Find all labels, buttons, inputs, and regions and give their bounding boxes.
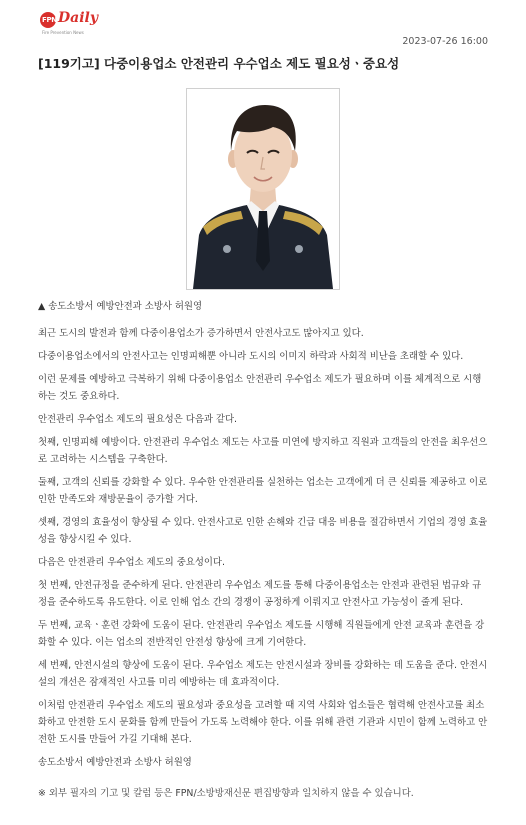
article-author: 송도소방서 예방안전과 소방사 허원영 — [38, 757, 192, 768]
article-paragraph: 이처럼 안전관리 우수업소 제도의 필요성과 중요성을 고려할 때 지역 사회와 업소들은 협력해 안전사고를 최소화하고 안전한 도시 문화를 함께 만들어 가도록 노력해야 한다. 이를 위해 관련 기관과 시민이 함께 노력하고 안전한 도시를 만들어 가길 기대해 본다. — [38, 700, 488, 745]
logo-daily-text: Daily — [58, 10, 98, 26]
logo-fpn-text: FPN — [42, 16, 57, 24]
article-paragraph: 두 번째, 교육ㆍ훈련 강화에 도움이 된다. 안전관리 우수업소 제도를 시행해 직원들에게 안전 교육과 훈련을 강화할 수 있다. 이는 업소의 전반적인 안전성 향상에 크게 기여한다. — [38, 620, 485, 648]
article-paragraph: 안전관리 우수업소 제도의 필요성은 다음과 같다. — [38, 414, 238, 425]
disclaimer-notice: ※ 외부 필자의 기고 및 칼럼 등은 FPN/소방방재신문 편집방향과 일치하지 않을 수 있습니다. — [38, 788, 414, 799]
article-paragraph: 다음은 안전관리 우수업소 제도의 중요성이다. — [38, 557, 225, 568]
article-paragraph: 첫 번째, 안전규정을 준수하게 된다. 안전관리 우수업소 제도를 통해 다중이용업소는 안전과 관련된 법규와 규정을 준수하도록 유도한다. 이로 인해 업소 간의 경쟁이 공정하게 이뤄지고 안전사고 가능성이 줄게 된다. — [38, 580, 482, 608]
portrait-image — [187, 89, 339, 289]
article-paragraph: 둘째, 고객의 신뢰를 강화할 수 있다. 우수한 안전관리를 실천하는 업소는 고객에게 더 큰 신뢰를 제공하고 이로 인한 만족도와 재방문율이 증가할 거다. — [38, 477, 488, 505]
article-title: [119기고] 다중이용업소 안전관리 우수업소 제도 필요성ㆍ중요성 — [38, 56, 400, 71]
article-paragraph: 이런 문제를 예방하고 극복하기 위해 다중이용업소 안전관리 우수업소 제도가 필요하며 이를 체계적으로 시행하는 것도 중요하다. — [38, 374, 482, 402]
article-body — [38, 298, 490, 802]
article-date: 2023-07-26 16:00 — [402, 36, 488, 47]
article-paragraph: 세 번째, 안전시설의 향상에 도움이 된다. 우수업소 제도는 안전시설과 장비를 강화하는 데 도움을 준다. 안전시설의 개선은 잠재적인 사고를 미리 예방하는 데 효과적이다. — [38, 660, 488, 688]
article-paragraph: 셋째, 경영의 효율성이 향상될 수 있다. 안전사고로 인한 손해와 긴급 대응 비용을 절감하면서 기업의 경영 효율성을 향상시킬 수 있다. — [38, 517, 488, 545]
article-paragraph: 최근 도시의 발전과 함께 다중이용업소가 증가하면서 안전사고도 많아지고 있다. — [38, 328, 364, 339]
logo-subtitle: Fire Prevention News — [42, 30, 84, 35]
author-photo — [186, 88, 340, 290]
fpn-daily-logo[interactable] — [40, 10, 110, 36]
article-paragraph: 다중이용업소에서의 안전사고는 인명피해뿐 아니라 도시의 이미지 하락과 사회적 비난을 초래할 수 있다. — [38, 351, 464, 362]
photo-caption: ▲ 송도소방서 예방안전과 소방사 허원영 — [38, 301, 203, 312]
article-paragraph: 첫째, 인명피해 예방이다. 안전관리 우수업소 제도는 사고를 미연에 방지하고 직원과 고객들의 안전을 최우선으로 고려하는 시스템을 구축한다. — [38, 437, 488, 465]
